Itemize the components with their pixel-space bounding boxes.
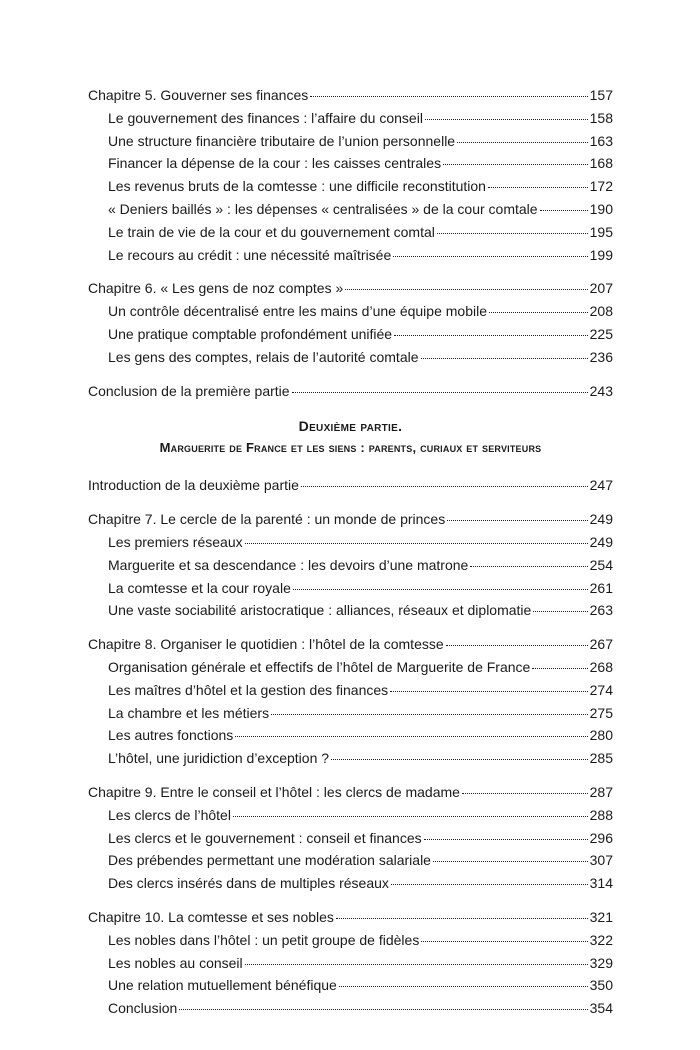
toc-section-entry[interactable]: [88, 997, 613, 1020]
entry-page-number: 195: [589, 223, 613, 240]
dot-leader: [470, 566, 587, 567]
entry-title: Organisation générale et effectifs de l’hôtel de Marguerite de France: [108, 658, 531, 675]
table-of-contents: [88, 84, 613, 1020]
dot-leader: [339, 986, 588, 987]
entry-page-number: 296: [589, 829, 613, 846]
dot-leader: [443, 164, 588, 165]
entry-page-number: 354: [589, 1000, 613, 1017]
entry-title: La chambre et les métiers: [108, 704, 270, 721]
toc-section-entry[interactable]: [88, 107, 613, 130]
section-gap: [88, 770, 613, 781]
entry-title: Une pratique comptable profondément unifiée: [108, 325, 393, 342]
toc-chapter-entry[interactable]: [88, 906, 613, 929]
dot-leader: [446, 645, 588, 646]
entry-title: « Deniers baillés » : les dépenses « centralisées » de la cour comtale: [108, 200, 538, 217]
entry-title: Les nobles au conseil: [108, 954, 243, 971]
dot-leader: [437, 233, 588, 234]
entry-page-number: 285: [589, 750, 613, 767]
dot-leader: [271, 714, 588, 715]
entry-title: Le recours au crédit : une nécessité maîtrisée: [108, 246, 392, 263]
entry-title: Les maîtres d’hôtel et la gestion des finances: [108, 681, 389, 698]
section-gap: [88, 622, 613, 633]
toc-chapter-entry[interactable]: [88, 474, 613, 497]
toc-section-entry[interactable]: [88, 323, 613, 346]
entry-title: Introduction de la deuxième partie: [88, 477, 299, 494]
entry-page-number: 288: [589, 806, 613, 823]
dot-leader: [336, 918, 588, 919]
entry-page-number: 350: [589, 977, 613, 994]
entry-title: Marguerite et sa descendance : les devoirs d’une matrone: [108, 556, 469, 573]
entry-page-number: 280: [589, 727, 613, 744]
entry-page-number: 157: [589, 87, 613, 103]
toc-section-entry[interactable]: [88, 872, 613, 895]
entry-title: Le train de vie de la cour et du gouvernement comtal: [108, 223, 435, 240]
entry-page-number: 225: [589, 325, 613, 342]
entry-title: Les nobles dans l’hôtel : un petit groupe de fidèles: [108, 931, 420, 948]
dot-leader: [421, 941, 587, 942]
entry-title: Les premiers réseaux: [108, 533, 243, 550]
entry-title: Une structure financière tributaire de l’union personnelle: [108, 132, 456, 149]
entry-page-number: 329: [589, 954, 613, 971]
entry-title: Une vaste sociabilité aristocratique : alliances, réseaux et diplomatie: [108, 602, 532, 619]
entry-title: Un contrôle décentralisé entre les mains d’une équipe mobile: [108, 303, 487, 320]
dot-leader: [233, 816, 588, 817]
entry-page-number: 314: [589, 875, 613, 892]
dot-leader: [292, 392, 588, 393]
entry-title: Chapitre 7. Le cercle de la parenté : un monde de princes: [88, 511, 446, 528]
dot-leader: [421, 358, 588, 359]
toc-section-entry[interactable]: [88, 656, 613, 679]
entry-title: Les clercs et le gouvernement : conseil et finances: [108, 829, 422, 846]
entry-page-number: 274: [589, 681, 613, 698]
entry-title: Les autres fonctions: [108, 727, 234, 744]
dot-leader: [462, 793, 588, 794]
entry-title: Conclusion de la première partie: [88, 382, 290, 399]
dot-leader: [425, 119, 588, 120]
dot-leader: [424, 839, 588, 840]
toc-section-entry[interactable]: [88, 346, 613, 369]
toc-chapter-entry[interactable]: [88, 277, 613, 300]
entry-page-number: 268: [589, 658, 613, 675]
entry-page-number: 208: [589, 303, 613, 320]
toc-section-entry[interactable]: [88, 827, 613, 850]
dot-leader: [393, 256, 587, 257]
section-gap: [88, 369, 613, 380]
entry-page-number: 249: [589, 533, 613, 550]
dot-leader: [345, 289, 587, 290]
dot-leader: [310, 96, 587, 97]
toc-section-entry[interactable]: [88, 130, 613, 153]
entry-title: Les gens des comptes, relais de l’autorité comtale: [108, 348, 419, 365]
toc-section-entry[interactable]: [88, 175, 613, 198]
toc-section-entry[interactable]: [88, 221, 613, 244]
entry-page-number: 236: [589, 348, 613, 365]
dot-leader: [301, 486, 588, 487]
entry-page-number: 168: [589, 155, 613, 172]
entry-title: Chapitre 8. Organiser le quotidien : l’hôtel de la comtesse: [88, 636, 444, 653]
entry-title: Les clercs de l’hôtel: [108, 806, 231, 823]
dot-leader: [293, 589, 588, 590]
toc-section-entry[interactable]: [88, 929, 613, 952]
toc-chapter-entry[interactable]: [88, 380, 613, 403]
toc-chapter-entry[interactable]: [88, 633, 613, 656]
toc-section-entry[interactable]: [88, 849, 613, 872]
entry-title: Le gouvernement des finances : l’affaire du conseil: [108, 109, 423, 126]
part-heading: [88, 416, 613, 458]
entry-title: Financer la dépense de la cour : les caisses centrales: [108, 155, 442, 172]
entry-title: Chapitre 6. « Les gens de noz comptes »: [88, 280, 344, 297]
dot-leader: [532, 668, 587, 669]
dot-leader: [245, 543, 588, 544]
toc-section-entry[interactable]: [88, 702, 613, 725]
entry-page-number: 287: [589, 783, 613, 800]
dot-leader: [447, 520, 587, 521]
entry-title: Chapitre 9. Entre le conseil et l’hôtel : les clercs de madame: [88, 783, 460, 800]
entry-page-number: 261: [589, 579, 613, 596]
entry-page-number: 207: [589, 280, 613, 297]
dot-leader: [489, 312, 588, 313]
entry-title: Chapitre 5. Gouverner ses finances: [88, 87, 309, 103]
entry-page-number: 199: [589, 246, 613, 263]
entry-title: Une relation mutuellement bénéfique: [108, 977, 337, 994]
entry-page-number: 275: [589, 704, 613, 721]
entry-title: Les revenus bruts de la comtesse : une difficile reconstitution: [108, 178, 486, 195]
entry-page-number: 243: [589, 382, 613, 399]
dot-leader: [540, 210, 588, 211]
dot-leader: [488, 187, 588, 188]
part-heading-number: Deuxième partie.: [298, 418, 403, 435]
section-gap: [88, 497, 613, 508]
toc-chapter-entry[interactable]: [88, 781, 613, 804]
toc-section-entry[interactable]: [88, 244, 613, 267]
dot-leader: [245, 964, 588, 965]
toc-section-entry[interactable]: [88, 152, 613, 175]
toc-section-entry[interactable]: [88, 554, 613, 577]
entry-title: Des clercs insérés dans de multiples réseaux: [108, 875, 389, 892]
entry-title: L’hôtel, une juridiction d’exception ?: [108, 750, 330, 767]
entry-title: La comtesse et la cour royale: [108, 579, 291, 596]
dot-leader: [533, 611, 587, 612]
toc-section-entry[interactable]: [88, 198, 613, 221]
toc-chapter-entry[interactable]: [88, 84, 613, 107]
dot-leader: [457, 142, 588, 143]
entry-page-number: 172: [589, 178, 613, 195]
entry-page-number: 190: [589, 200, 613, 217]
toc-section-entry[interactable]: [88, 599, 613, 622]
section-gap: [88, 266, 613, 277]
entry-page-number: 158: [589, 109, 613, 126]
entry-page-number: 322: [589, 931, 613, 948]
section-gap: [88, 895, 613, 906]
toc-section-entry[interactable]: [88, 577, 613, 600]
toc-section-entry[interactable]: [88, 974, 613, 997]
dot-leader: [179, 1009, 587, 1010]
dot-leader: [331, 759, 588, 760]
entry-page-number: 321: [589, 908, 613, 925]
entry-page-number: 249: [589, 511, 613, 528]
entry-page-number: 263: [589, 602, 613, 619]
toc-section-entry[interactable]: [88, 300, 613, 323]
dot-leader: [433, 861, 588, 862]
toc-chapter-entry[interactable]: [88, 508, 613, 531]
entry-title: Des prébendes permettant une modération salariale: [108, 852, 431, 869]
toc-section-entry[interactable]: [88, 952, 613, 975]
toc-section-entry[interactable]: [88, 804, 613, 827]
toc-section-entry[interactable]: [88, 679, 613, 702]
entry-page-number: 163: [589, 132, 613, 149]
dot-leader: [235, 736, 587, 737]
dot-leader: [394, 335, 588, 336]
dot-leader: [391, 884, 588, 885]
toc-section-entry[interactable]: [88, 531, 613, 554]
part-heading-title: Marguerite de France et les siens : parents, curiaux et serviteurs: [159, 440, 542, 456]
entry-page-number: 267: [589, 636, 613, 653]
entry-title: Conclusion: [108, 1000, 178, 1017]
entry-page-number: 254: [589, 556, 613, 573]
toc-section-entry[interactable]: [88, 724, 613, 747]
entry-page-number: 307: [589, 852, 613, 869]
entry-page-number: 247: [589, 477, 613, 494]
toc-section-entry[interactable]: [88, 747, 613, 770]
dot-leader: [390, 691, 587, 692]
entry-title: Chapitre 10. La comtesse et ses nobles: [88, 908, 334, 925]
